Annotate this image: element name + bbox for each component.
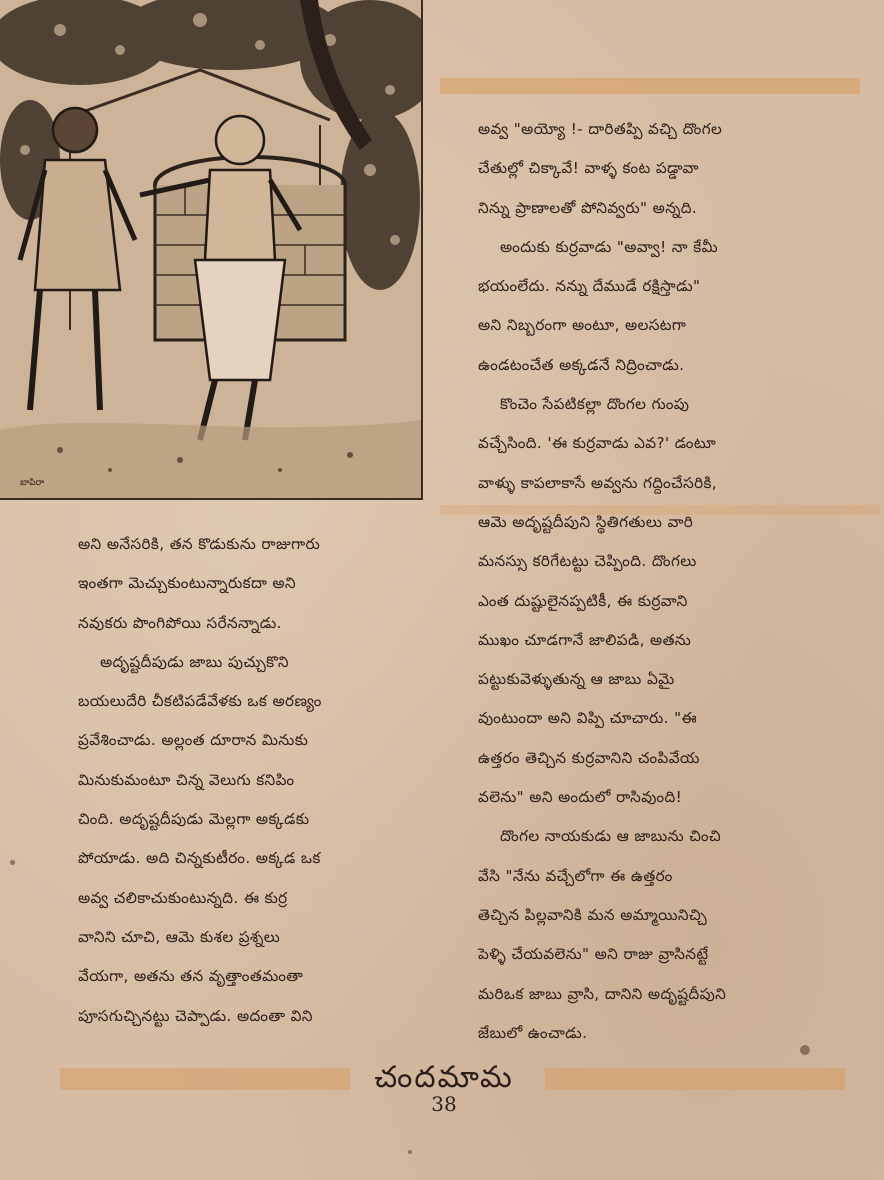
decorative-strip-top	[440, 78, 860, 94]
paper-speck	[10, 860, 15, 865]
artist-signature: బాపిరా	[20, 478, 45, 488]
paper-speck	[408, 1150, 412, 1154]
paragraph: అవ్వ "అయ్యో !- దారితప్పి వచ్చి దొంగల చేతుల్లో చిక్కావే! వాళ్ళ కంట పడ్డావా నిన్ను ప్రాణాలతో పోనివ్వరు" అన్నది.	[478, 120, 723, 217]
left-column-text	[78, 525, 448, 1036]
page-number: 38	[431, 1092, 457, 1116]
magazine-name: చందమామ	[374, 1060, 514, 1095]
paragraph: అని అనేసరికి, తన కొడుకును రాజుగారు ఇంతగా మెచ్చుకుంటున్నారుకదా అని నవుకరు పొంగిపోయి సరేనన్నాడు.	[78, 535, 321, 632]
paragraph: కొంచెం సేపటికల్లా దొంగల గుంపు వచ్చేసింది. 'ఈ కుర్రవాడు ఎవ?' డంటూ వాళ్ళు కాపలాకాసే అవ్వను గద్దించేసరికి, ఆమె అదృష్టదీపుని స్థితిగతులు వారి మనస్సు కరిగేటట్టు చెప్పింది. దొంగలు ఎంత దుష్టులైనప్పటికీ, ఈ కుర్రవాని ముఖం చూడగానే జాలిపడి, అతను పట్టుకువెళ్ళుతున్న ఆ జాబు ఏమై వుంటుందా అని విప్పి చూచారు. "ఈ ఉత్తరం తెచ్చిన కుర్రవానిని చంపివేయ వలెను" అని అందులో రాసివుంది!	[478, 395, 718, 807]
paragraph: దొంగల నాయకుడు ఆ జాబును చించి వేసి "నేను వచ్చేలోగా ఈ ఉత్తరం తెచ్చిన పిల్లవానికి మన అమ్మాయినిచ్చి పెళ్ళి చేయవలెను" అని రాజు వ్రాసినట్టే మరిఒక జాబు వ్రాసి, దానిని అదృష్టదీపుని జేబులో ఉంచాడు.	[478, 827, 727, 1042]
paper-speck	[800, 1045, 810, 1055]
paragraph: అదృష్టదీపుడు జాబు పుచ్చుకొని బయలుదేరి చీకటిపడేవేళకు ఒక అరణ్యం ప్రవేశించాడు. అల్లంత దూరాన మినుకు మినుకుమంటూ చిన్న వెలుగు కనిపిం చింది. అదృష్టదీపుడు మెల్లగా అక్కడకు పోయాడు. అది చిన్నకుటీరం. అక్కడ ఒక అవ్వ చలికాచుకుంటున్నది. ఈ కుర్ర వానిని చూచి, ఆమె కుశల ప్రశ్నలు వేయగా, అతను తన వృత్తాంతమంతా పూసగుచ్చినట్టు చెప్పాడు. అదంతా విని	[78, 652, 322, 1025]
paragraph: అందుకు కుర్రవాడు "అవ్వా! నా కేమీ భయంలేదు. నన్ను దేముడే రక్షిస్తాడు" అని నిబ్బరంగా అంటూ, అలసటగా ఉండటంచేత అక్కడనే నిద్రించాడు.	[478, 237, 718, 374]
illustration-two-men-by-well-icon	[0, 0, 423, 500]
story-illustration	[0, 0, 423, 500]
footer-band-left	[60, 1068, 350, 1090]
right-column-text	[478, 110, 868, 1053]
footer-band-right	[545, 1068, 845, 1090]
